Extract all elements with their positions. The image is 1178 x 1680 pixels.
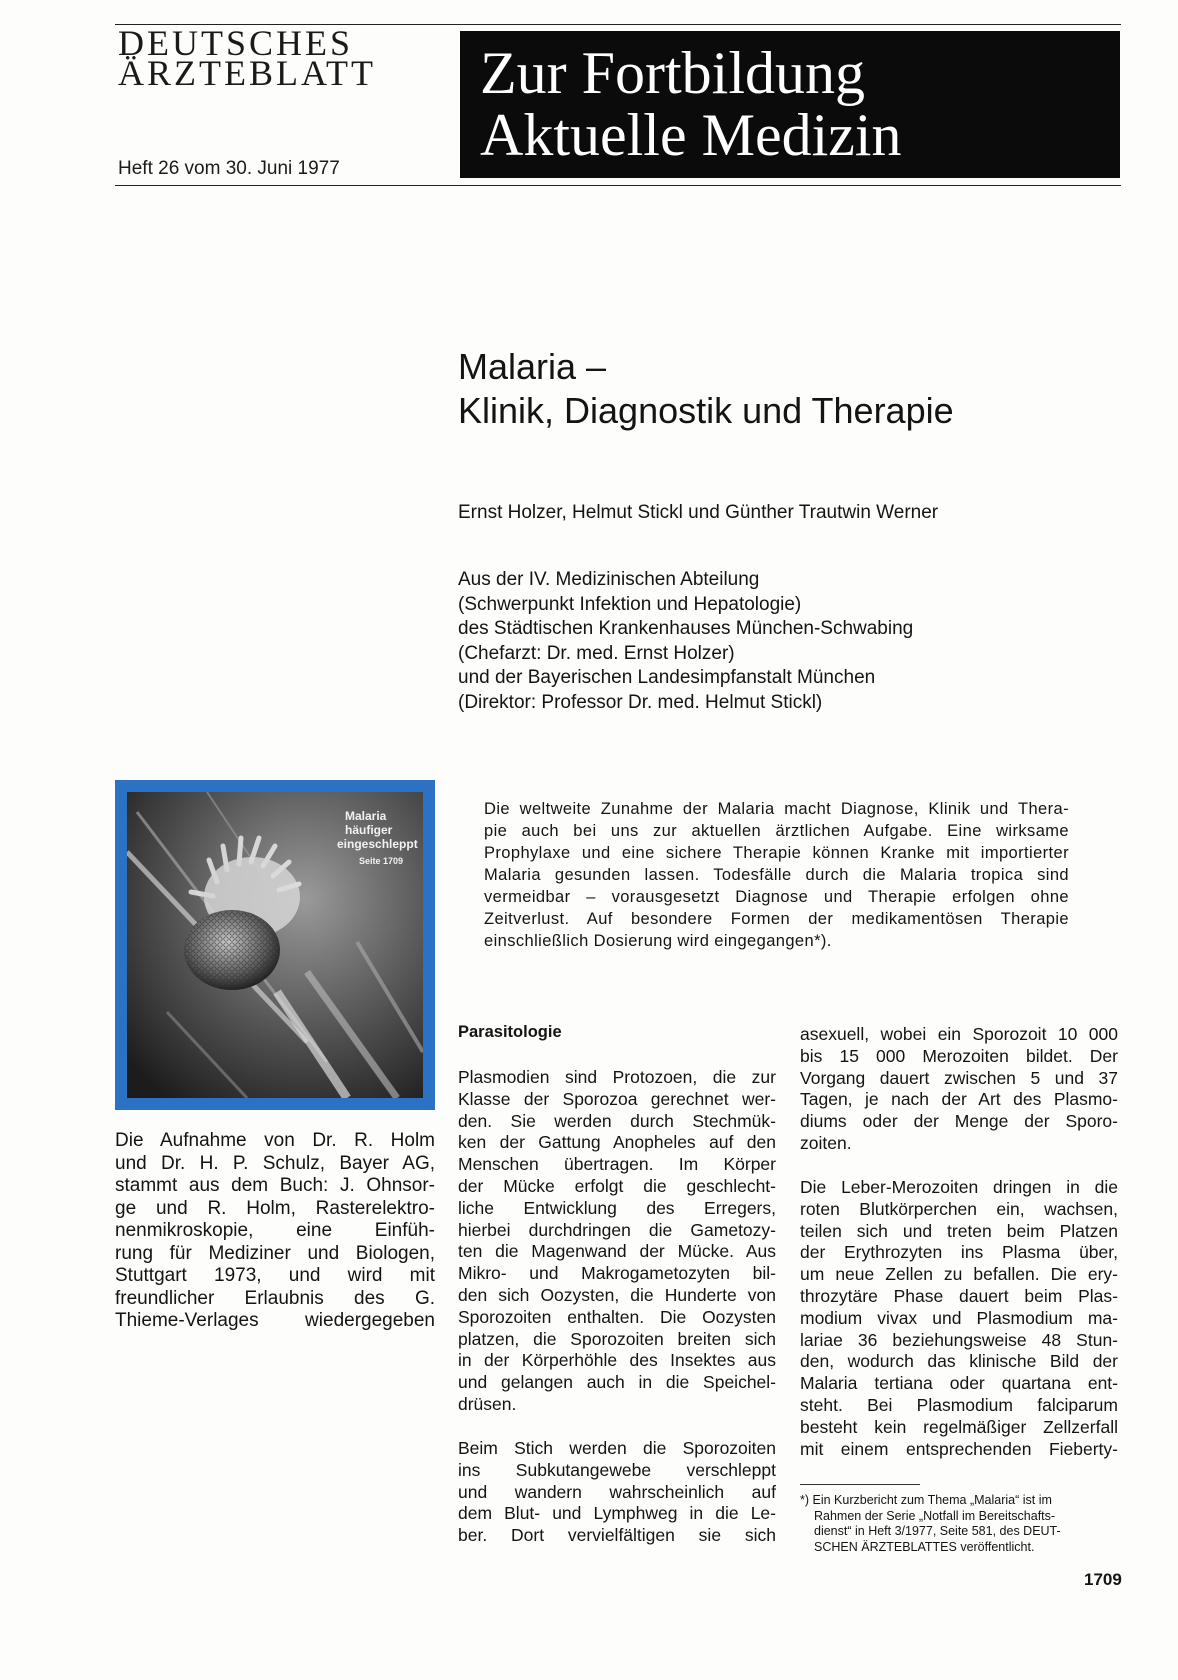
affiliation-line: und der Bayerischen Landesimpfanstalt München: [458, 667, 876, 688]
caption-line: stammt aus dem Buch: J. Ohnsor-: [115, 1175, 435, 1196]
body-line: ber. Dort vervielfältigen sie sich: [458, 1525, 776, 1546]
body-line: teilen sich und treten beim Platzen: [800, 1220, 1118, 1241]
body-line: lariae 36 beziehungsweise 48 Stun-: [800, 1329, 1118, 1350]
body-line: Klasse der Sporozoa gerechnet wer-: [458, 1088, 776, 1109]
photo-caption: [115, 1130, 435, 1333]
body-line: Mikro- und Makrogametozyten bil-: [458, 1263, 776, 1284]
column1-paragraph1: [458, 1067, 776, 1416]
body-line: besteht kein regelmäßiger Zellzerfall: [800, 1416, 1118, 1437]
journal-name-line2: ÄRZTEBLATT: [118, 53, 376, 93]
abstract-line: Zeitverlust. Auf besondere Formen der medikamentösen Therapie: [484, 910, 1069, 928]
mosquito-micrograph: [127, 792, 423, 1098]
body-line: den, wodurch das klinische Bild der: [800, 1351, 1118, 1372]
section-banner: [460, 31, 1120, 178]
body-line: Beim Stich werden die Sporozoiten: [458, 1438, 776, 1458]
body-line: roten Blutkörperchen ein, wachsen,: [800, 1198, 1118, 1219]
article-authors: Ernst Holzer, Helmut Stickl und Günther Trautwin Werner: [458, 502, 939, 523]
affiliation-line: (Chefarzt: Dr. med. Ernst Holzer): [458, 642, 735, 664]
footnote-rule: [800, 1484, 920, 1485]
abstract: [484, 798, 1069, 952]
title-line2: Klinik, Diagnostik und Therapie: [458, 390, 954, 431]
footnote-line: Rahmen der Serie „Notfall im Bereitschafts-: [814, 1508, 1056, 1523]
abstract-line: Prophylaxe und eine sichere Therapie können Kranke mit importierter: [484, 844, 1069, 862]
abstract-line: einschließlich Dosierung wird eingegangen*).: [484, 932, 832, 950]
abstract-line: Die weltweite Zunahme der Malaria macht Diagnose, Klinik und Thera-: [484, 800, 1069, 818]
body-line: Vorgang dauert zwischen 5 und 37: [800, 1067, 1118, 1088]
body-line: throzytäre Phase dauert beim Plas-: [800, 1285, 1118, 1306]
body-line: der Mücke erfolgt die geschlecht-: [458, 1175, 776, 1196]
column2-paragraph1: [800, 1024, 1118, 1155]
body-line: modium vivax und Plasmodium ma-: [800, 1307, 1118, 1328]
caption-line: Die Aufnahme von Dr. R. Holm: [115, 1130, 435, 1151]
body-line: steht. Bei Plasmodium falciparum: [800, 1394, 1118, 1415]
body-line: und gelangen auch in die Speichel-: [458, 1372, 776, 1393]
body-line: ken der Gattung Anopheles auf den: [458, 1132, 776, 1153]
affiliation-line: des Städtischen Krankenhauses München-Schwabing: [458, 618, 914, 639]
article-title: [458, 345, 954, 433]
footnote-line: dienst“ in Heft 3/1977, Seite 581, des DEUT-: [814, 1524, 1061, 1538]
caption-line: nenmikroskopie, eine Einfüh-: [115, 1220, 435, 1241]
section-heading-parasitologie: Parasitologie: [458, 1023, 562, 1041]
body-line: der Erythrozyten ins Plasma über,: [800, 1242, 1118, 1263]
body-line: den. Sie werden durch Stechmük-: [458, 1110, 776, 1131]
body-line: Menschen übertragen. Im Körper: [458, 1154, 776, 1175]
caption-line: Thieme-Verlages wiedergegeben: [115, 1310, 435, 1331]
abstract-line: Malaria gesunden lassen. Todesfälle durch die Malaria tropica sind: [484, 866, 1069, 884]
body-line: Tagen, je nach der Art des Plasmo-: [800, 1089, 1118, 1110]
overlay-text-3: eingeschleppt: [337, 837, 418, 851]
body-line: Plasmodien sind Protozoen, die zur: [458, 1067, 776, 1087]
affiliation-line: (Direktor: Professor Dr. med. Helmut Stickl): [458, 691, 823, 713]
body-line: ins Subkutangewebe verschleppt: [458, 1459, 776, 1480]
masthead-bottom-rule: [115, 185, 1121, 186]
body-line: drüsen.: [458, 1393, 517, 1414]
body-line: um neue Zellen zu befallen. Die ery-: [800, 1264, 1118, 1285]
body-line: liche Entwicklung des Erregers,: [458, 1197, 776, 1218]
page-number: 1709: [1084, 1570, 1122, 1589]
body-line: platzen, die Sporozoiten breiten sich: [458, 1328, 776, 1349]
column2-paragraph2: [800, 1177, 1118, 1460]
body-line: in der Körperhöhle des Insektes aus: [458, 1350, 776, 1371]
caption-line: und Dr. H. P. Schulz, Bayer AG,: [115, 1152, 435, 1174]
caption-line: rung für Mediziner und Biologen,: [115, 1242, 435, 1264]
footnote-line: *) Ein Kurzbericht zum Thema „Malaria“ ist im: [800, 1493, 1052, 1507]
body-line: Sporozoiten enthalten. Die Oozysten: [458, 1306, 776, 1327]
body-line: Malaria tertiana oder quartana ent-: [800, 1373, 1118, 1394]
footnote: [800, 1493, 1120, 1555]
caption-line: Stuttgart 1973, und wird mit: [115, 1265, 435, 1286]
overlay-text-1: Malaria: [345, 809, 387, 823]
body-line: ten die Magenwand der Mücke. Aus: [458, 1241, 776, 1262]
caption-line: ge und R. Holm, Rasterelektro-: [115, 1197, 435, 1219]
section-title-line1: Zur Fortbildung: [480, 40, 865, 106]
body-line: den sich Oozysten, die Hunderte von: [458, 1284, 776, 1305]
issue-date: Heft 26 vom 30. Juni 1977: [118, 158, 340, 179]
body-line: Die Leber-Merozoiten dringen in die: [800, 1177, 1118, 1197]
body-line: hierbei durchdringen die Gametozy-: [458, 1219, 776, 1240]
body-line: diums oder der Menge der Sporo-: [800, 1111, 1118, 1132]
journal-name-line1: DEUTSCHES: [118, 23, 354, 63]
abstract-line: vermeidbar – vorausgesetzt Diagnose und Therapie erfolgen ohne: [484, 888, 1069, 906]
body-line: bis 15 000 Merozoiten bildet. Der: [800, 1045, 1118, 1066]
caption-line: freundlicher Erlaubnis des G.: [115, 1287, 435, 1309]
overlay-text-2: häufiger: [345, 823, 393, 837]
body-line: mit einem entsprechenden Fieberty-: [800, 1438, 1118, 1459]
cover-photo: [115, 780, 435, 1110]
body-line: dem Blut- und Lymphweg in die Le-: [458, 1503, 776, 1524]
body-line: und wandern wahrscheinlich auf: [458, 1481, 776, 1502]
body-line: asexuell, wobei ein Sporozoit 10 000: [800, 1024, 1118, 1044]
affiliation-line: Aus der IV. Medizinischen Abteilung: [458, 569, 760, 590]
affiliation-line: (Schwerpunkt Infektion und Hepatologie): [458, 593, 802, 615]
footnote-line: SCHEN ÄRZTEBLATTES veröffentlicht.: [814, 1539, 1035, 1554]
column1-paragraph2: [458, 1438, 776, 1547]
title-line1: Malaria –: [458, 346, 607, 387]
body-line: zoiten.: [800, 1132, 852, 1153]
overlay-text-4: Seite 1709: [359, 856, 404, 866]
article-affiliation: [458, 568, 913, 715]
section-title-line2: Aktuelle Medizin: [480, 102, 902, 168]
abstract-line: pie auch bei uns zur aktuellen ärztlichen Aufgabe. Eine wirksame: [484, 822, 1069, 840]
